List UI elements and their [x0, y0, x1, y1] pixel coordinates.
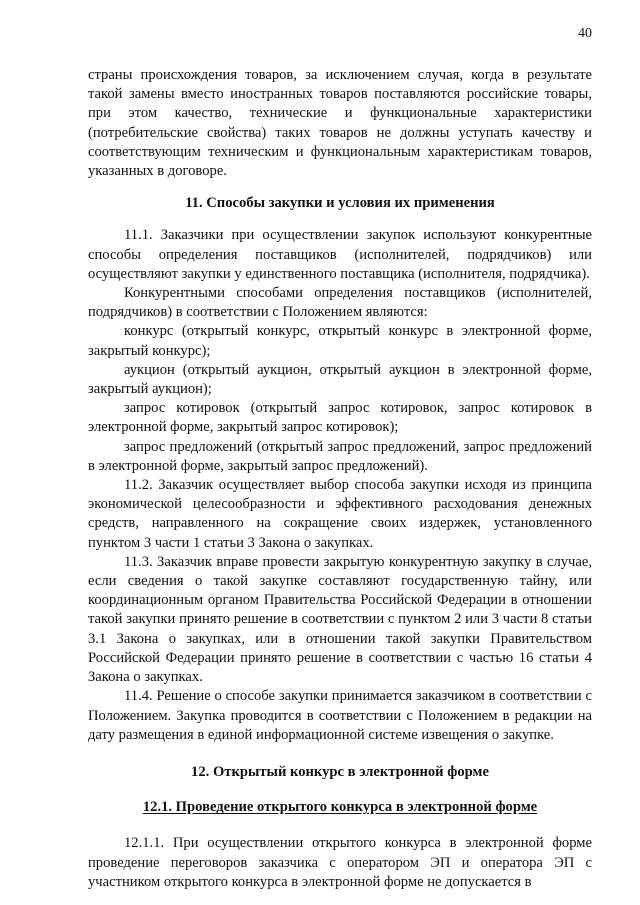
section-11-heading: 11. Способы закупки и условия их применения [185, 195, 495, 212]
list-item-konkurs: конкурс (открытый конкурс, открытый конкурс в электронной форме, закрытый конкурс); [88, 323, 592, 359]
paragraph-11-4: 11.4. Решение о способе закупки принимается заказчиком в соответствии с Положением. Закупка проводится в соответствии с Положением в редакции на дату размещения в единой информационной системе извещения о закупке. [88, 688, 592, 743]
paragraph-12-1-1: 12.1.1. При осуществлении открытого конкурса в электронной форме проведение переговоров заказчика с оператором ЭП и оператора ЭП с участником открытого конкурса в электронной форме не допускается в [88, 835, 592, 890]
paragraph-11-3: 11.3. Заказчик вправе провести закрытую конкурентную закупку в случае, если сведения о такой закупке составляют государственную тайну, или координационным органом Правительства Российской Федерации в отношении такой закупки принято решение в соответствии с пунктом 2 или 3 части 8 статьи 3.1 Закона о закупках, или в отношении такой закупки Правительством Российской Федерации принято решение в соответствии с частью 16 статьи 4 Закона о закупках. [88, 553, 592, 686]
paragraph-11-1: 11.1. Заказчики при осуществлении закупок используют конкурентные способы определения поставщиков (исполнителей, подрядчиков) или осуществляют закупки у единственного поставщика (исполнителя, подрядчика). [88, 227, 592, 282]
list-item-proposals: запрос предложений (открытый запрос предложений, запрос предложений в электронной форме, закрытый запрос предложений). [88, 438, 592, 474]
subsection-12-1-heading: 12.1. Проведение открытого конкурса в электронной форме [142, 799, 538, 816]
intro-paragraph: страны происхождения товаров, за исключением случая, когда в результате такой замены вместо иностранных товаров поставляются российские товары, при этом качество, технические и функциональные характеристики (потребительские свойства) таких товаров не должны уступать качеству и соответствующим техническим и функциональным характеристикам товаров, указанных в договоре. [88, 67, 592, 180]
paragraph-11-2: 11.2. Заказчик осуществляет выбор способа закупки исходя из принципа экономической целесообразности и эффективного расходования денежных средств, направленного на сокращение своих издержек, установленного пунктом 3 части 1 статьи 3 Закона о закупках. [88, 477, 592, 551]
page-number: 40 [578, 26, 592, 41]
page-content [88, 66, 592, 892]
list-item-quotes: запрос котировок (открытый запрос котировок, запрос котировок в электронной форме, закрытый запрос котировок); [88, 400, 592, 436]
paragraph-competitive-methods: Конкурентными способами определения поставщиков (исполнителей, подрядчиков) в соответствии с Положением являются: [88, 285, 592, 321]
section-12-heading: 12. Открытый конкурс в электронной форме [191, 763, 489, 780]
list-item-auction: аукцион (открытый аукцион, открытый аукцион в электронной форме, закрытый аукцион); [88, 361, 592, 398]
